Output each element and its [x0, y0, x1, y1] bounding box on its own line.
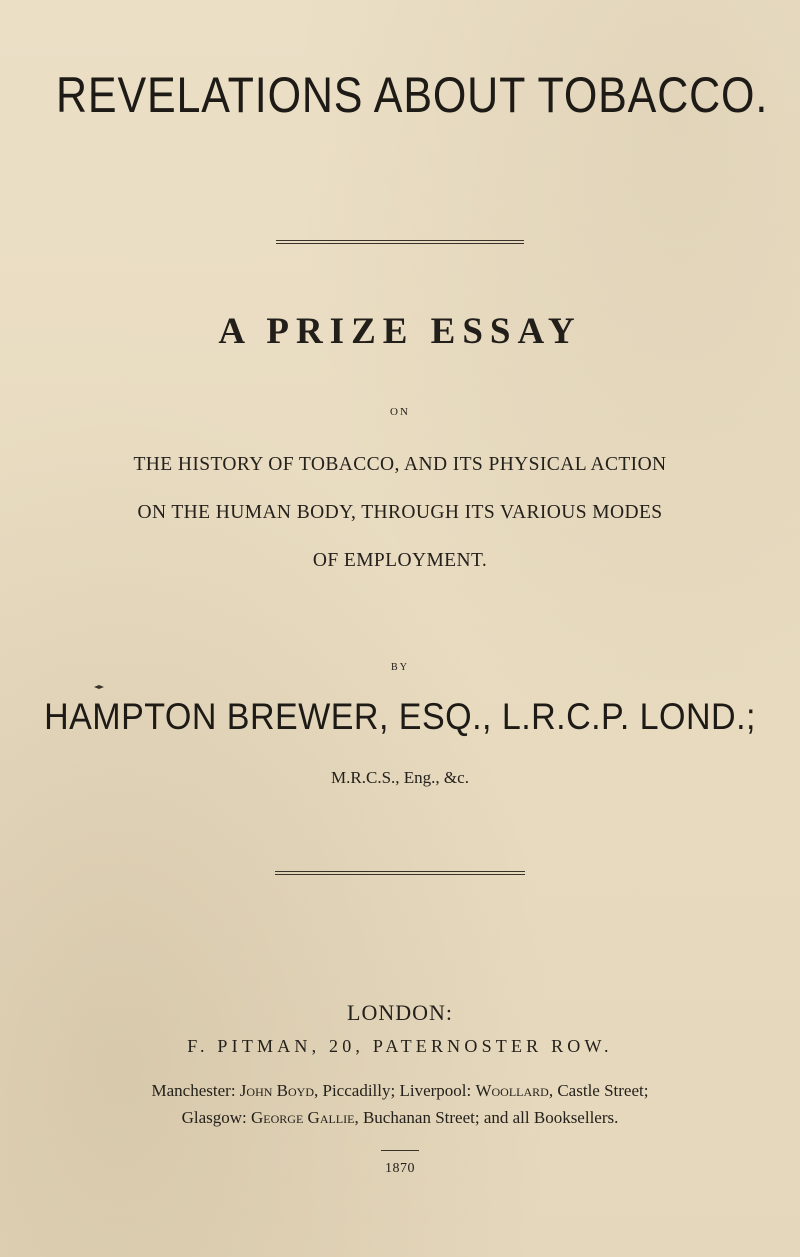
imprint-line-1	[0, 1081, 800, 1101]
author-name: HAMPTON BREWER, ESQ., L.R.C.P. LOND.;	[44, 696, 756, 737]
imprint-line-2-post: , Buchanan Street; and all Booksellers.	[354, 1108, 619, 1127]
description-line-2: ON THE HUMAN BODY, THROUGH ITS VARIOUS MODES	[137, 502, 663, 523]
imprint-city: LONDON:	[347, 1000, 453, 1025]
imprint-name-boyd: John Boyd	[239, 1081, 314, 1100]
imprint-line-2-pre: Glasgow:	[181, 1108, 252, 1127]
imprint-line-2	[0, 1108, 800, 1128]
double-rule-divider-2	[275, 871, 525, 875]
imprint-line-1-post: , Castle Street;	[548, 1081, 649, 1100]
imprint-name-gallie: George Gallie	[251, 1108, 355, 1127]
imprint-line-1-mid: , Piccadilly; Liverpool:	[314, 1081, 476, 1100]
imprint-publisher: F. PITMAN, 20, PATERNOSTER ROW.	[187, 1036, 613, 1056]
description-line-1: THE HISTORY OF TOBACCO, AND ITS PHYSICAL ACTION	[133, 454, 667, 475]
publication-year: 1870	[385, 1161, 415, 1176]
short-rule-divider	[381, 1150, 419, 1151]
ornament-icon	[94, 682, 104, 692]
imprint-line-1-pre: Manchester:	[151, 1081, 240, 1100]
by-label: BY	[391, 662, 409, 673]
description-line-3: OF EMPLOYMENT.	[312, 550, 488, 571]
on-label: ON	[390, 406, 410, 418]
subtitle: A PRIZE ESSAY	[218, 311, 582, 352]
imprint-name-woollard: Woollard	[475, 1081, 549, 1100]
author-qualifications: M.R.C.S., Eng., &c.	[331, 768, 469, 787]
double-rule-divider	[276, 240, 524, 244]
ornament-icon-svg	[94, 682, 104, 692]
book-title: REVELATIONS ABOUT TOBACCO.	[56, 67, 769, 123]
